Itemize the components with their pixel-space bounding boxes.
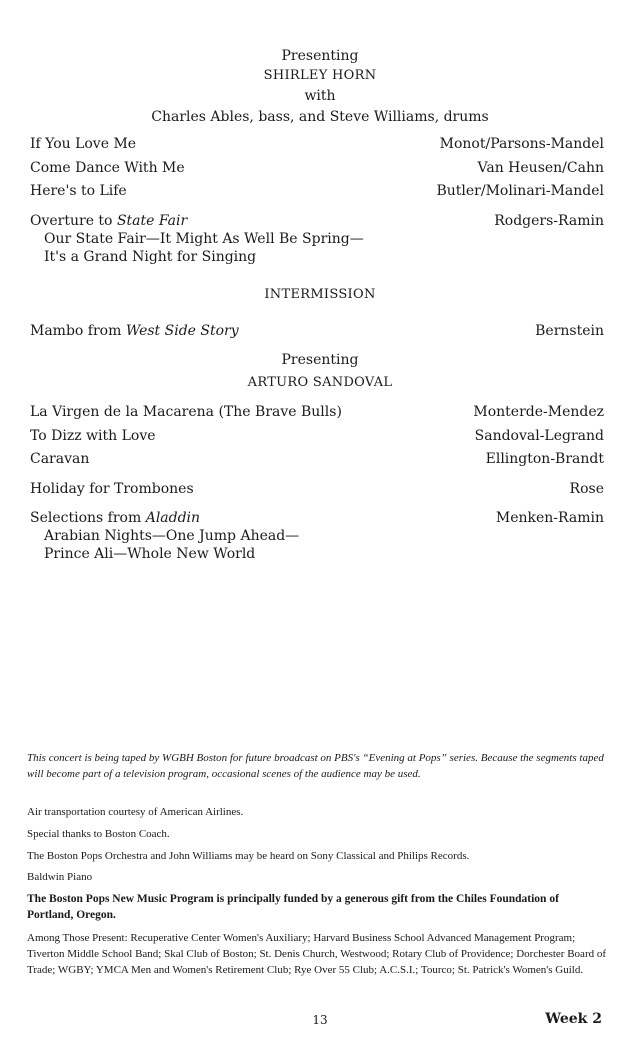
program-row: [30, 509, 604, 527]
piano-credit: Baldwin Piano: [27, 871, 93, 883]
composer: Monot/Parsons-Mandel: [439, 136, 604, 152]
piece-title: Overture to State Fair: [30, 213, 188, 229]
composer: Butler/Molinari-Mandel: [436, 183, 604, 199]
composer: Van Heusen/Cahn: [477, 160, 604, 176]
thanks-credit: Special thanks to Boston Coach.: [27, 828, 170, 840]
composer: Rodgers-Ramin: [494, 213, 604, 229]
piece-title: To Dizz with Love: [30, 428, 156, 444]
composer: Menken-Ramin: [495, 510, 604, 526]
intermission-label: INTERMISSION: [264, 287, 376, 302]
piece-subtitle: Our State Fair—It Might As Well Be Spring—: [44, 231, 364, 247]
piece-title: Here's to Life: [30, 183, 127, 199]
records-credit: The Boston Pops Orchestra and John Williams may be heard on Sony Classical and Philips Records.: [27, 850, 470, 862]
presenting-label: Presenting: [281, 352, 359, 368]
funding-notice: The Boston Pops New Music Program is principally funded by a generous gift from the Chiles Foundation of Portland, Oregon.: [27, 893, 559, 921]
air-credit: Air transportation courtesy of American Airlines.: [27, 806, 244, 818]
piece-title: If You Love Me: [30, 136, 137, 152]
header-block-2: [0, 350, 640, 393]
program-row: [30, 403, 604, 421]
piece-title: Selections from Aladdin: [30, 510, 201, 526]
composer: Rose: [569, 481, 604, 497]
artist-name: ARTURO SANDOVAL: [247, 375, 393, 390]
presenting-label: Presenting: [281, 48, 359, 64]
piece-title: Caravan: [30, 451, 90, 467]
program-row: [30, 480, 604, 498]
piece-subtitle: Prince Ali—Whole New World: [44, 546, 256, 562]
program-row: [30, 450, 604, 468]
composer: Monterde-Mendez: [473, 404, 604, 420]
composer: Bernstein: [535, 323, 604, 339]
among-present: Among Those Present: Recuperative Center Women's Auxiliary; Harvard Business School Advanced Management Program; Tiverton Middle School Band; Skal Club of Boston; St. Denis Church, Westwood; Rotary Club of Providence; Dorchester Board of Trade; WGBY; YMCA Men and Women's Retirement Club; Rye Over 55 Club; A.C.S.I.; Tourco; St. Patrick's Women's Guild.: [27, 932, 607, 976]
program-row: [30, 427, 604, 445]
piece-subtitle: Arabian Nights—One Jump Ahead—: [44, 528, 300, 544]
page-number: 13: [312, 1013, 328, 1027]
piece-subtitle: It's a Grand Night for Singing: [44, 249, 257, 265]
composer: Ellington-Brandt: [485, 451, 604, 467]
program-row: [30, 159, 604, 177]
sidemen-line: Charles Ables, bass, and Steve Williams, drums: [151, 109, 489, 125]
piece-title: Come Dance With Me: [30, 160, 185, 176]
artist-name: SHIRLEY HORN: [263, 68, 377, 83]
program-row: [30, 212, 604, 230]
composer: Sandoval-Legrand: [474, 428, 604, 444]
week-label: Week 2: [545, 1011, 602, 1027]
piece-title: Mambo from West Side Story: [30, 323, 239, 339]
header-block: [0, 46, 640, 127]
program-row: [30, 182, 604, 200]
with-label: with: [304, 88, 336, 104]
piece-title: La Virgen de la Macarena (The Brave Bulls): [30, 404, 342, 420]
taping-notice: This concert is being taped by WGBH Boston for future broadcast on PBS's “Evening at Pops” series. Because the segments taped will become part of a television program, occasional scenes of the audience may be used.: [27, 752, 604, 780]
program-row: [30, 322, 604, 340]
piece-title: Holiday for Trombones: [30, 481, 194, 497]
program-row: [30, 135, 604, 153]
